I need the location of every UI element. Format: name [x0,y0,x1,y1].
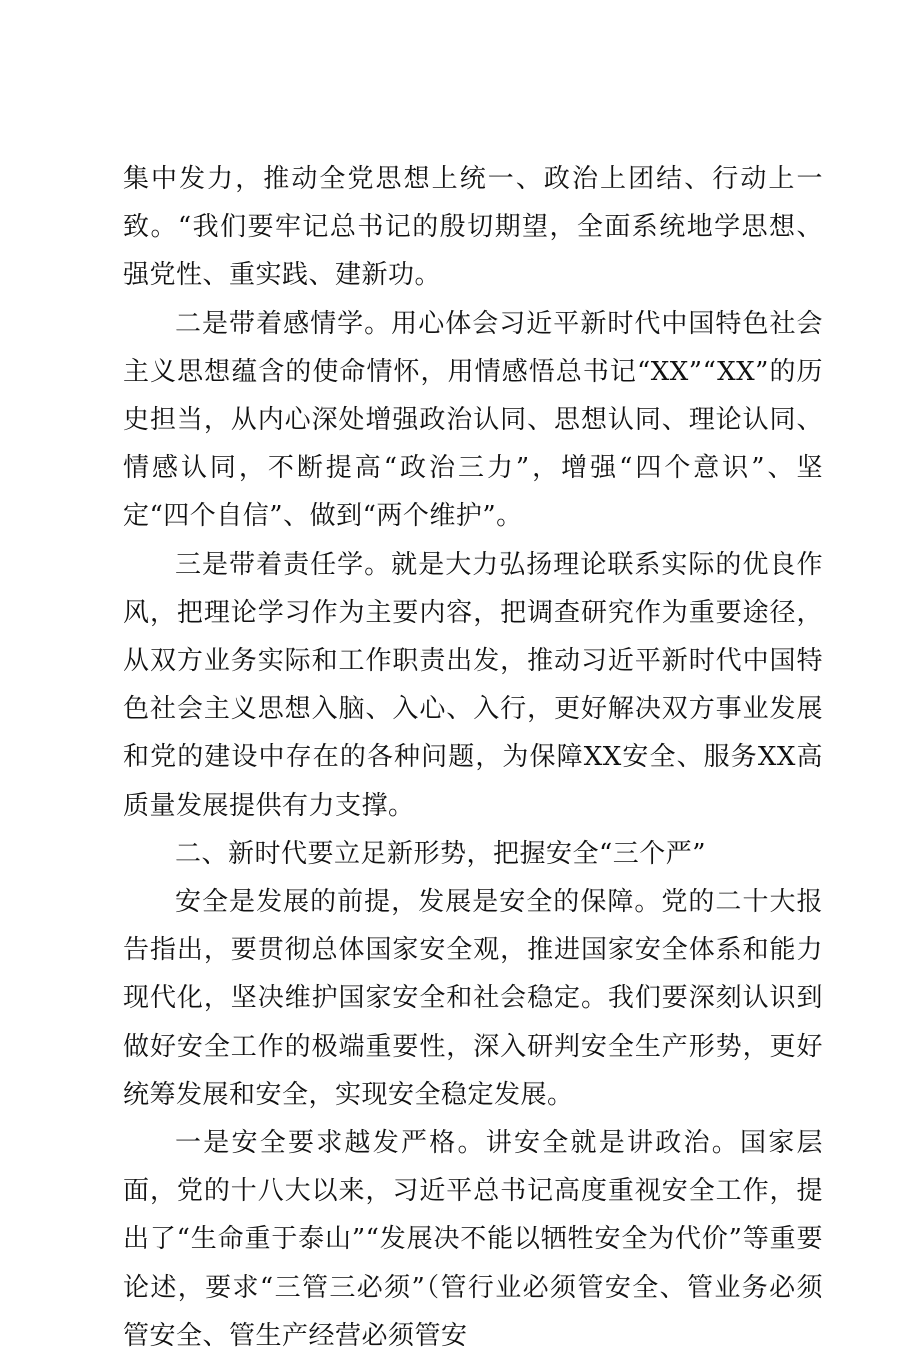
paragraph-safety-premise: 安全是发展的前提，发展是安全的保障。党的二十大报告指出，要贯彻总体国家安全观，推进国家安全体系和能力现代化，坚决维护国家安全和社会稳定。我们要深刻认识到做好安全工作的极端重要性，深入研判安全生产形势，更好统筹发展和安全，实现安全稳定发展。 [123,887,823,1110]
document-body [123,155,823,1360]
section-heading-safety: 二、新时代要立足新形势，把握安全“三个严” [175,838,707,869]
paragraph-continuation: 集中发力，推动全党思想上统一、政治上团结、行动上一致。“我们要牢记总书记的殷切期望，全面系统地学思想、强党性、重实践、建新功。 [123,164,823,291]
paragraph-responsibility-study: 三是带着责任学。就是大力弘扬理论联系实际的优良作风，把理论学习作为主要内容，把调查研究作为重要途径，从双方业务实际和工作职责出发，推动习近平新时代中国特色社会主义思想入脑、入心、入行，更好解决双方事业发展和党的建设中存在的各种问题，为保障XX安全、服务XX高质量发展提供有力支撑。 [123,549,823,821]
paragraph-emotion-study: 二是带着感情学。用心体会习近平新时代中国特色社会主义思想蕴含的使命情怀，用情感悟总书记“XX”“XX”的历史担当，从内心深处增强政治认同、思想认同、理论认同、情感认同，不断提高“政治三力”，增强“四个意识”、坚定“四个自信”、做到“两个维护”。 [123,308,823,532]
paragraph-safety-requirements: 一是安全要求越发严格。讲安全就是讲政治。国家层面，党的十八大以来，习近平总书记高度重视安全工作，提出了“生命重于泰山”“发展决不能以牺牲安全为代价”等重要论述，要求“三管三必须”（管行业必须管安全、管业务必须管安全、管生产经营必须管安 [123,1128,823,1351]
